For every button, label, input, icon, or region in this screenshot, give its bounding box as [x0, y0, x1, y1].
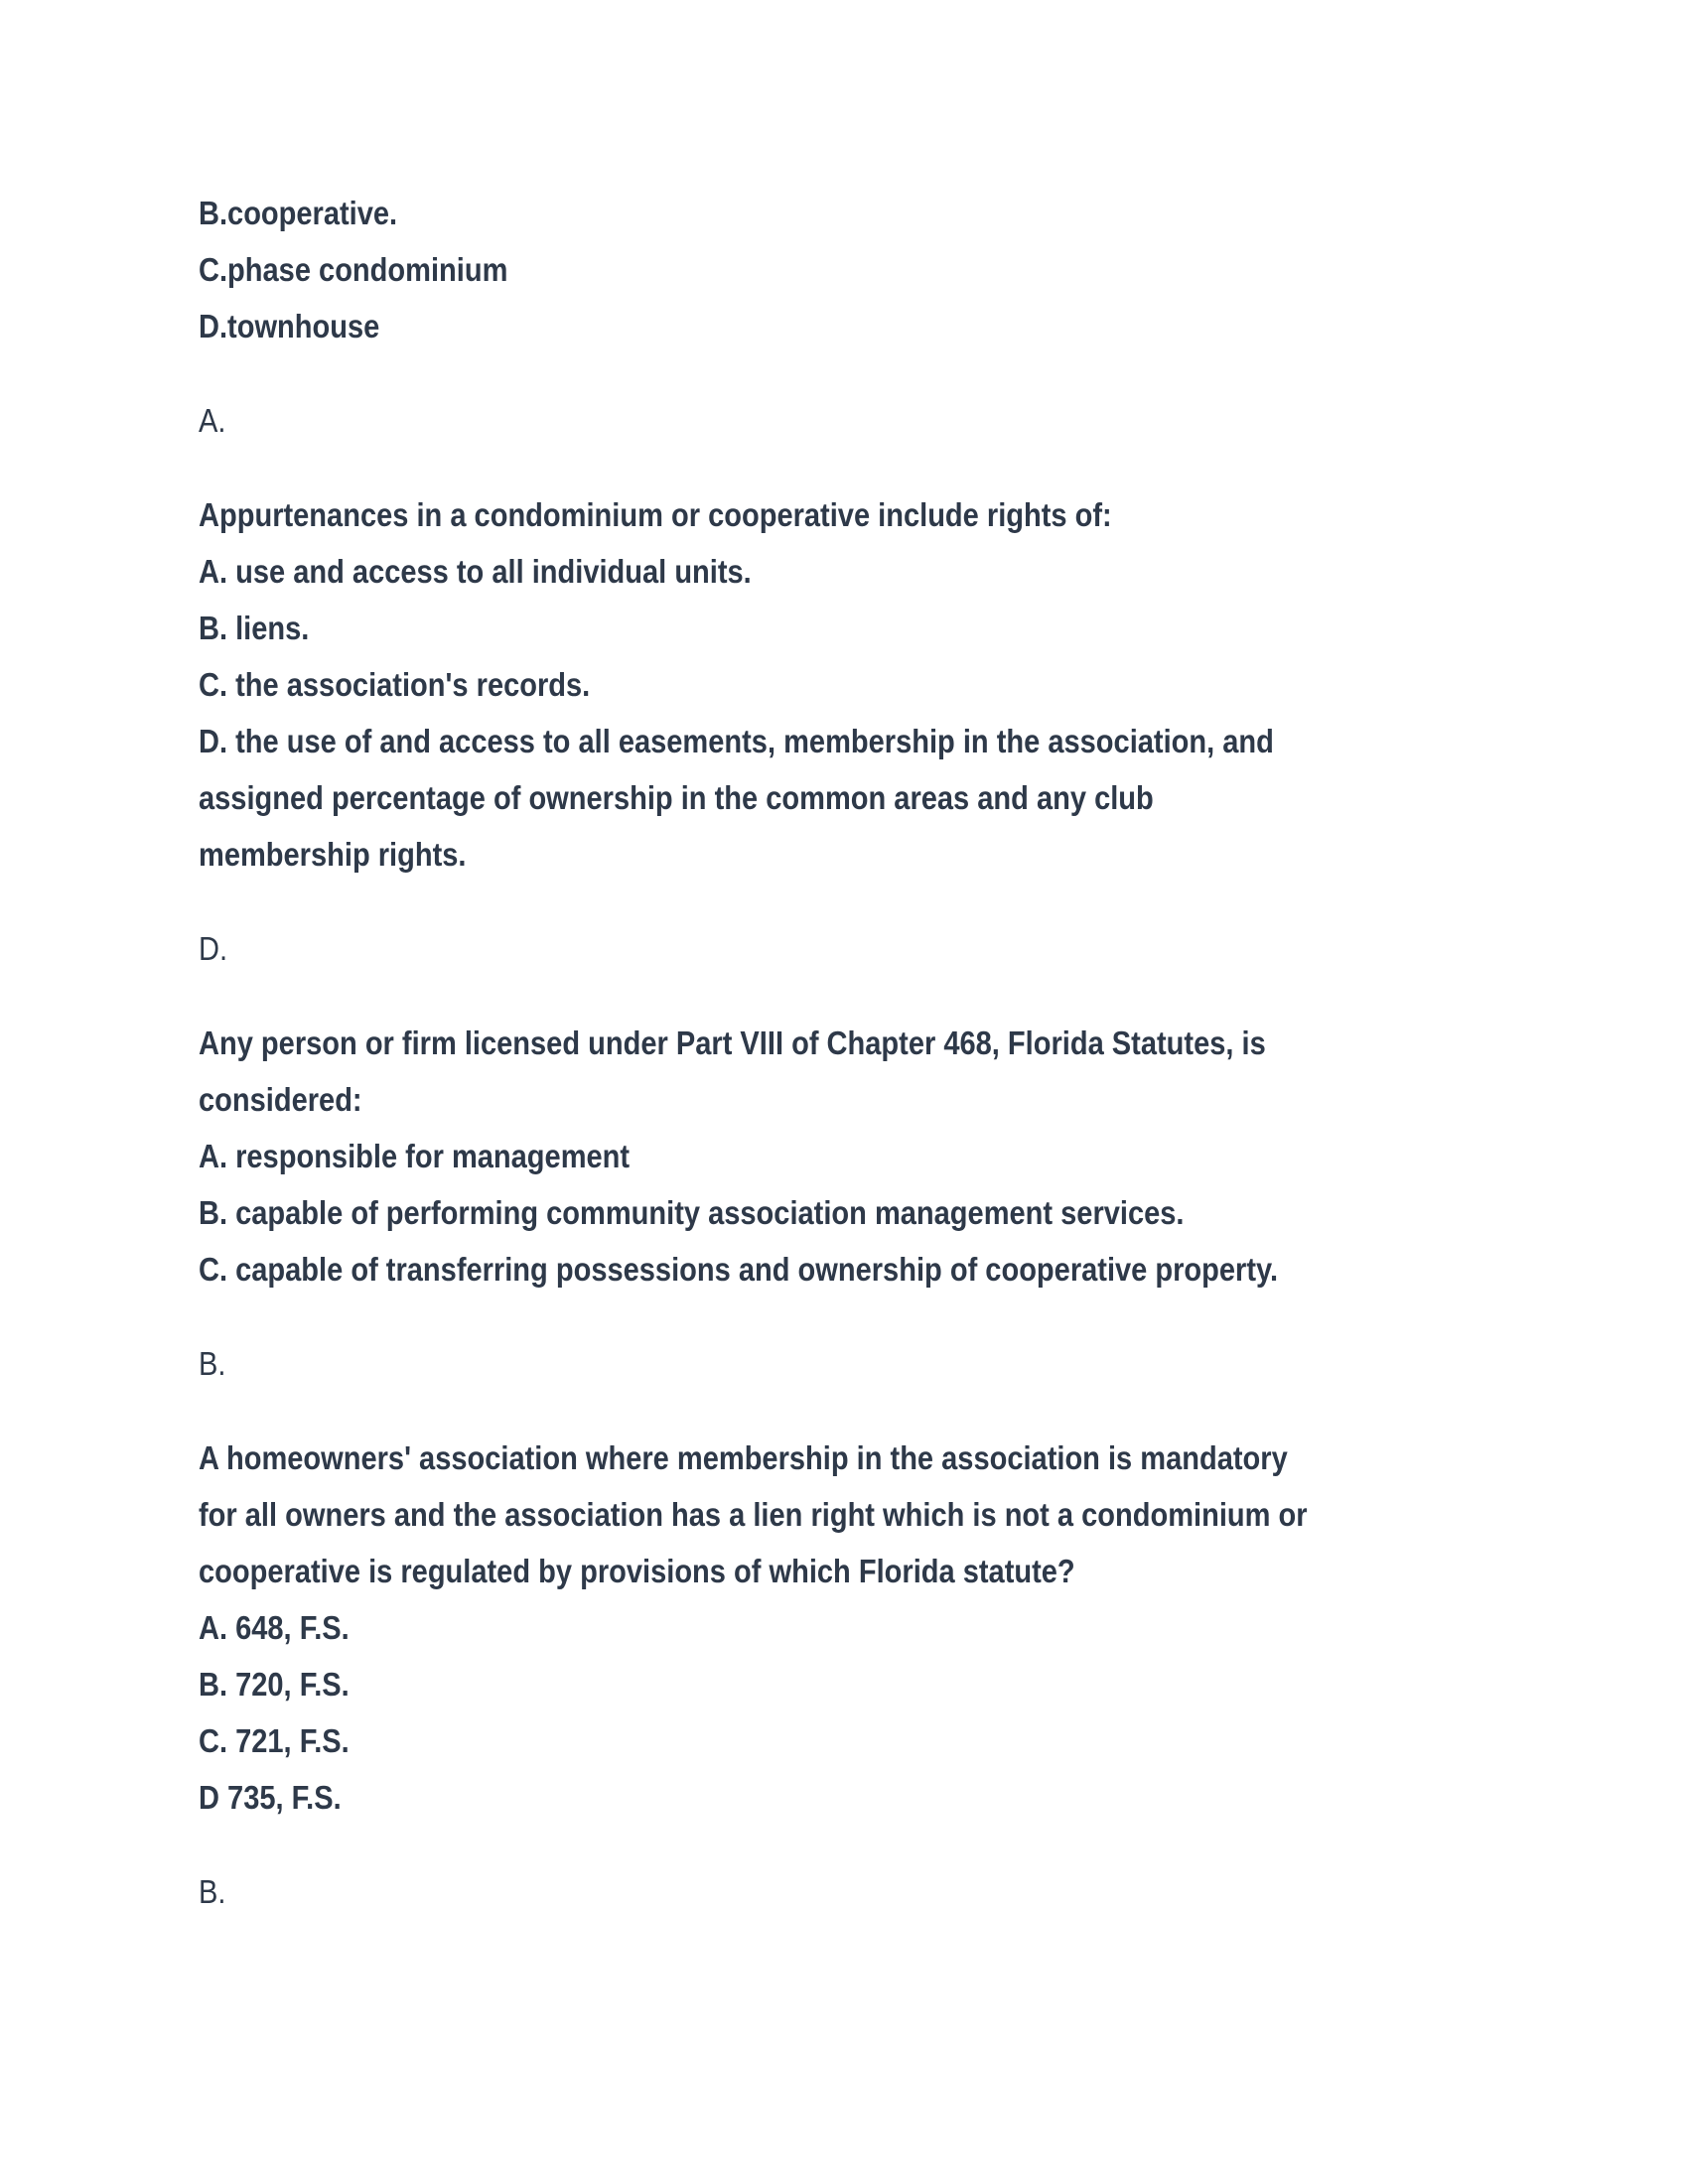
option-line-a: A. responsible for management	[199, 1138, 631, 1174]
answer-letter: B.	[199, 1345, 226, 1382]
option-line-b: B. 720, F.S.	[199, 1666, 350, 1703]
option-line-b: B. liens.	[199, 610, 310, 646]
answer-letter: D.	[199, 930, 228, 967]
option-line-d: D 735, F.S.	[199, 1779, 342, 1816]
answer-marker-4	[199, 1863, 1539, 1920]
option-line-c: C.phase condominium	[199, 251, 508, 288]
option-line-d: D.townhouse	[199, 308, 380, 344]
prior-question-options-block	[199, 185, 1539, 354]
option-line-d-continued: assigned percentage of ownership in the common areas and any club	[199, 779, 1154, 816]
option-line-d: D. the use of and access to all easements, membership in the association, and	[199, 723, 1274, 759]
question-block-licensed-firm	[199, 1015, 1539, 1297]
question-block-homeowners-association	[199, 1430, 1539, 1826]
answer-marker-2	[199, 920, 1539, 977]
answer-marker-1	[199, 392, 1539, 449]
answer-letter: A.	[199, 402, 226, 439]
option-line-a: A. 648, F.S.	[199, 1609, 350, 1646]
question-text-line-continued: cooperative is regulated by provisions of which Florida statute?	[199, 1553, 1075, 1589]
option-line-d-continued: membership rights.	[199, 836, 467, 873]
question-text-line-continued: considered:	[199, 1081, 362, 1118]
option-line-b: B. capable of performing community association management services.	[199, 1194, 1185, 1231]
option-line-c: C. 721, F.S.	[199, 1722, 350, 1759]
question-text-line-continued: for all owners and the association has a lien right which is not a condominium or	[199, 1496, 1308, 1533]
answer-marker-3	[199, 1335, 1539, 1392]
question-text-line: Any person or firm licensed under Part VIII of Chapter 468, Florida Statutes, is	[199, 1024, 1266, 1061]
question-text-line: A homeowners' association where membership in the association is mandatory	[199, 1439, 1288, 1476]
option-line-b: B.cooperative.	[199, 195, 398, 231]
option-line-a: A. use and access to all individual units.	[199, 553, 752, 590]
question-text-line: Appurtenances in a condominium or cooperative include rights of:	[199, 496, 1112, 533]
answer-letter: B.	[199, 1873, 226, 1910]
option-line-c: C. the association's records.	[199, 666, 591, 703]
question-block-appurtenances	[199, 486, 1539, 883]
option-line-c: C. capable of transferring possessions and ownership of cooperative property.	[199, 1251, 1279, 1288]
